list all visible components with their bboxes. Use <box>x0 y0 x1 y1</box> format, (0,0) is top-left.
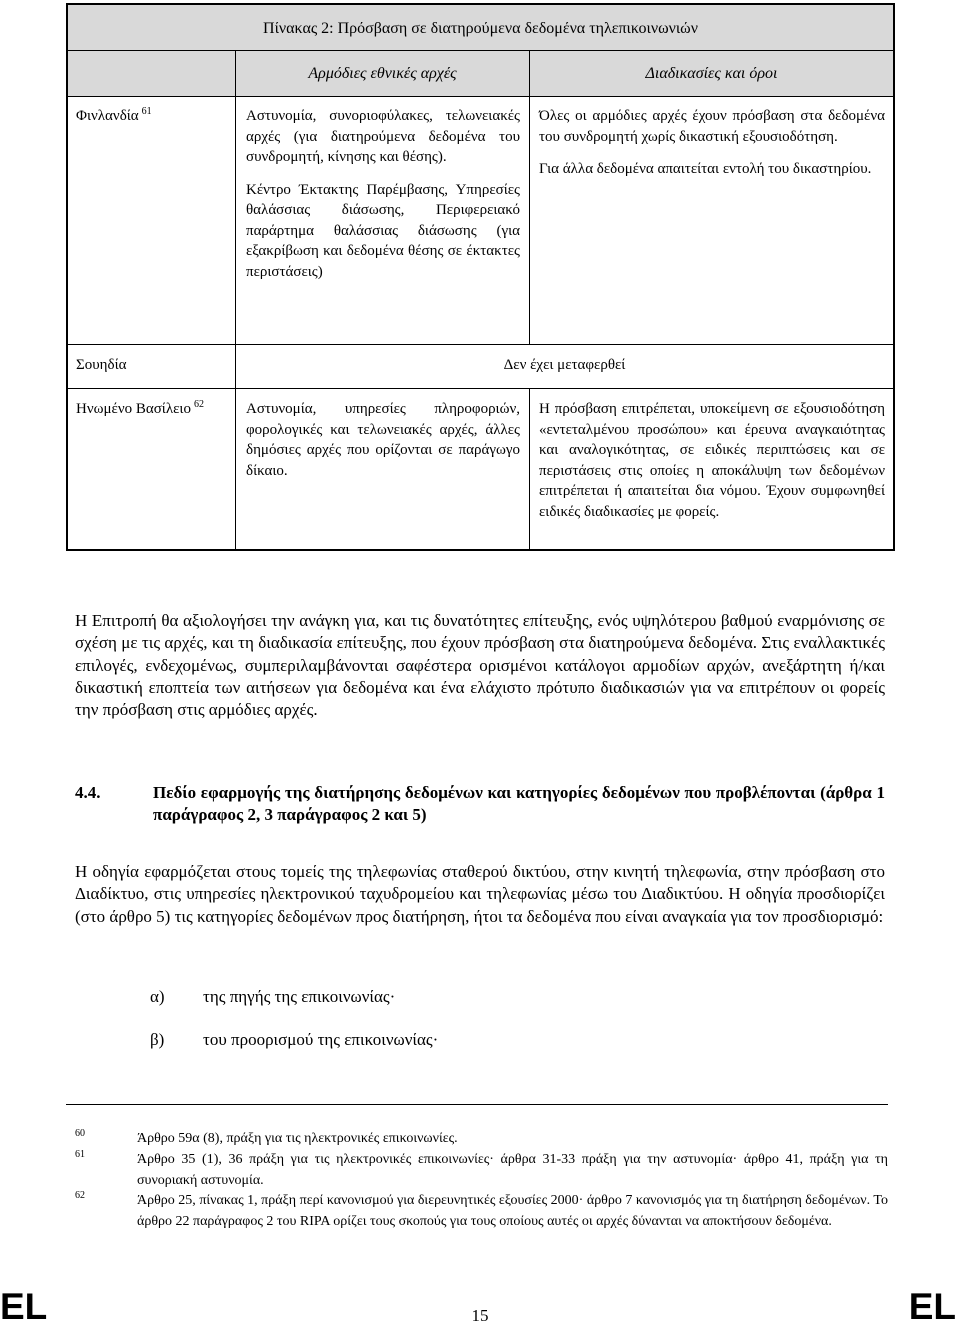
table-cell-procedures: Όλες οι αρμόδιες αρχές έχουν πρόσβαση στα δεδομένα του συνδρομητή χωρίς δικαστική εξουσιοδότηση. Για άλλα δεδομένα απαιτείται εντολή του δικαστηρίου. <box>539 108 885 177</box>
paragraph-scope: Η οδηγία εφαρμόζεται στους τομείς της τηλεφωνίας σταθερού δικτύου, στην κινητή τηλεφωνία, στην πρόσβαση στο Διαδίκτυο, στις υπηρεσίες ηλεκτρονικού ταχυδρομείου και τηλεφωνίας μέσω του Διαδικτύου. Η οδηγία προσδιορίζει (στο άρθρο 5) τις κατηγορίες δεδομένων προς διατήρηση, ήτοι τα δεδομένα που είναι αναγκαία για τον προσδιορισμό: <box>75 862 885 926</box>
footnote-text: Άρθρο 59α (8), πράξη για τις ηλεκτρονικές επικοινωνίες. <box>137 1131 458 1146</box>
language-code-left: EL <box>0 1286 48 1327</box>
footnote-text: Άρθρο 35 (1), 36 πράξη για τις ηλεκτρονικές επικοινωνίες· άρθρα 31-33 πράξη για την αστυνομία· άρθρο 41, πράξη για τη συνοριακή αστυνομία. <box>137 1152 888 1188</box>
country-name: Σουηδία <box>76 357 127 373</box>
paragraph-assessment: Η Επιτροπή θα αξιολογήσει την ανάγκη για, και τις δυνατότητες επίτευξης, ενός υψηλότερου βαθμού εναρμόνισης σε σχέση με τις αρχές, και τη διαδικασία επίτευξης, που έχουν πρόσβαση στα διατηρούμενα δεδομένα. Στις εναλλακτικές επιλογές, ενδεχομένως, συμπεριλαμβάνονται σαφέστερα ορισμένοι κατάλογοι αρμοδίων αρχών, ανεξάρτητη ή/και δικαστική εποπτεία των αιτήσεων για δεδομένα και ένα ελάχιστο πρότυπο διαδικασιών για να επιτρέπουν οι φορείς την πρόσβαση στις αρμόδιες αρχές. <box>75 611 885 720</box>
access-table <box>66 3 895 551</box>
table-row-country <box>76 399 236 420</box>
column-header-procedures: Διαδικασίες και όροι <box>645 65 778 82</box>
list-item-marker: β) <box>150 1030 165 1049</box>
table-cell-authorities: Αστυνομία, υπηρεσίες πληροφοριών, φορολογικές και τελωνειακές αρχές, άλλες δημόσιες αρχές που ορίζονται σε παράγωγο δίκαιο. <box>246 401 520 479</box>
country-name: Ηνωμένο Βασίλειο <box>76 401 191 417</box>
table-row-country <box>76 106 226 127</box>
footnote-ref: 62 <box>193 399 204 410</box>
table-title: Πίνακας 2: Πρόσβαση σε διατηρούμενα δεδομένα τηλεπικοινωνιών <box>263 20 698 37</box>
table-cell-procedures: Η πρόσβαση επιτρέπεται, υποκείμενη σε εξουσιοδότηση «εντεταλμένου προσώπου» και έρευνα αναγκαιότητας και αναλογικότητας, σε ειδικές περιπτώσεις και σε περιστάσεις στις οποίες η αποκάλυψη των δεδομένων επιτρέπεται ή απαιτείται δια νόμου. Έχουν συμφωνηθεί ειδικές διαδικασίες με φορείς. <box>539 401 885 520</box>
column-header-authorities: Αρμόδιες εθνικές αρχές <box>308 65 457 82</box>
country-name: Φινλανδία <box>76 108 139 124</box>
list-item-marker: α) <box>150 987 165 1006</box>
section-number: 4.4. <box>75 783 101 802</box>
section-title: Πεδίο εφαρμογής της διατήρησης δεδομένων και κατηγορίες δεδομένων που προβλέπονται (άρθρα 1 παράγραφος 2, 3 παράγραφος 2 και 5) <box>153 783 885 825</box>
section-heading <box>75 782 885 827</box>
footnote-number: 60 <box>75 1128 85 1139</box>
footnote-separator <box>66 1104 888 1105</box>
footnote-ref: 61 <box>141 106 152 117</box>
table-cell-authorities: Αστυνομία, συνοριοφύλακες, τελωνειακές αρχές (για διατηρούμενα δεδομένα του συνδρομητή, κίνησης και θέσης). Κέντρο Έκτακτης Παρέμβασης, Υπηρεσίες θαλάσσιας διάσωσης, Περιφερειακό παράρτημα θαλάσσιας διάσωσης (για εξακρίβωση και δεδομένα θέσης σε έκτακτες περιστάσεις) <box>246 108 520 280</box>
footnote-text: Άρθρο 25, πίνακας 1, πράξη περί κανονισμού για διερευνητικές εξουσίες 2000· άρθρο 7 κανονισμός για τη διατήρηση δεδομένων. Το άρθρο 22 παράγραφος 2 του RIPA ορίζει τους σκοπούς για τους οποίους αυτές οι αρχές δύνανται να αποκτήσουν δεδομένα. <box>137 1193 888 1229</box>
footnote-number: 61 <box>75 1149 85 1160</box>
list-item: του προορισμού της επικοινωνίας· <box>203 1030 439 1049</box>
footnote-number: 62 <box>75 1190 85 1201</box>
list-item: της πηγής της επικοινωνίας· <box>203 987 396 1006</box>
language-code-right: EL <box>908 1286 956 1327</box>
page-number: 15 <box>471 1306 489 1325</box>
table-cell-merged: Δεν έχει μεταφερθεί <box>503 357 626 373</box>
